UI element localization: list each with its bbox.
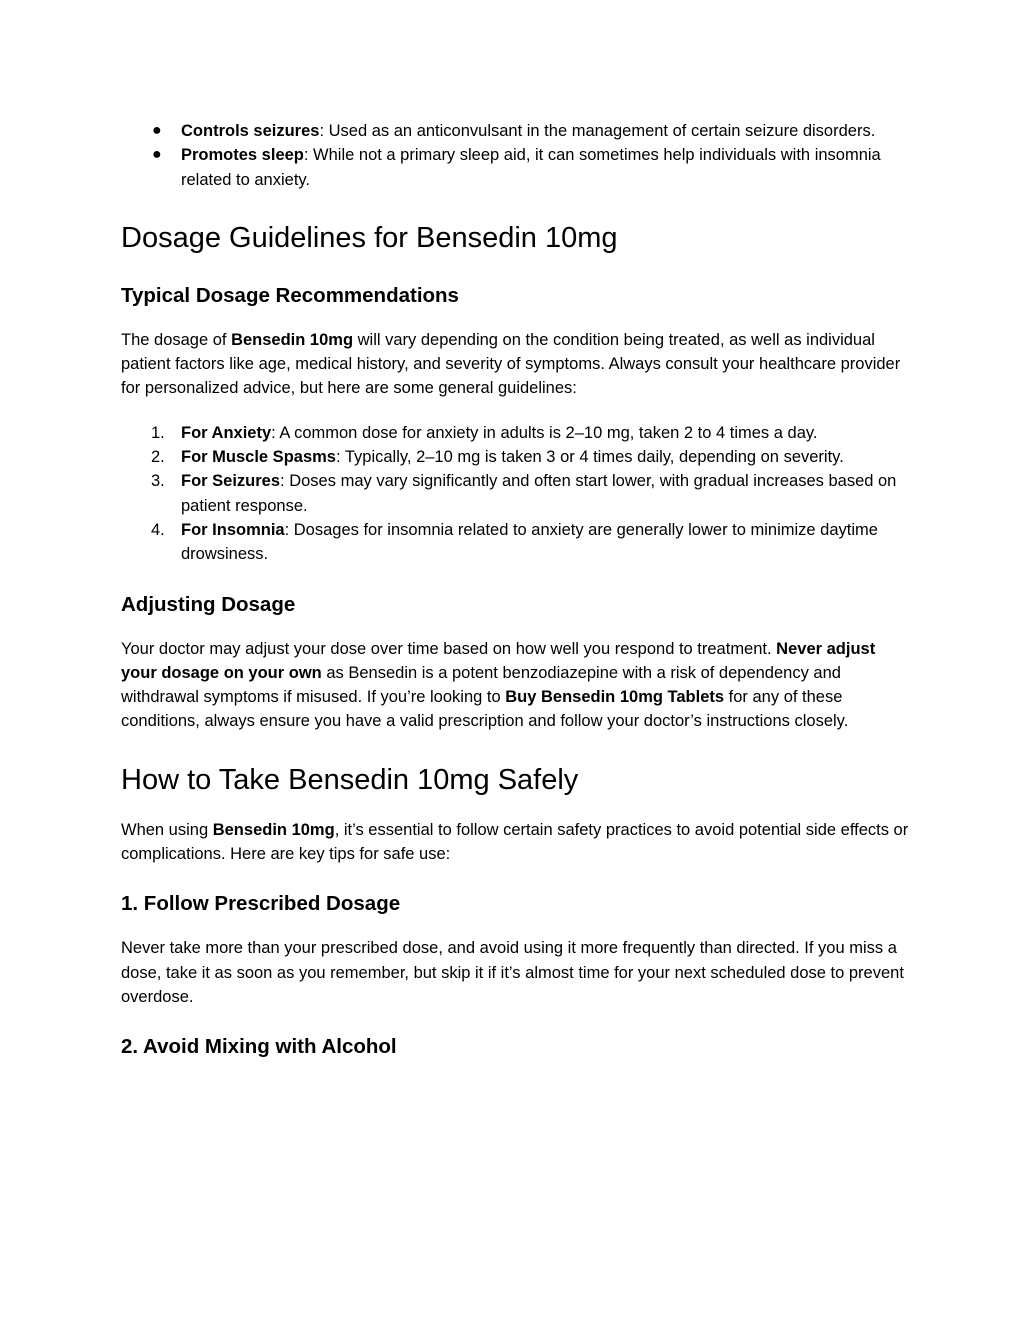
paragraph-typical-dosage: The dosage of Bensedin 10mg will vary depending on the condition being treated, as well as individual patient factors like age, medical history, and severity of symptoms. Always consult your healthcare provider for personalized advice, but here are some general guidelines:	[121, 330, 901, 398]
list-item	[152, 143, 911, 192]
list-item	[151, 469, 911, 518]
list-item-text: : Doses may vary significantly and often start lower, with gradual increases based on patient response.	[181, 472, 897, 515]
subheading-avoid-alcohol: 2. Avoid Mixing with Alcohol	[121, 1035, 397, 1059]
list-item-term: Controls seizures	[181, 122, 320, 140]
list-item-text: : A common dose for anxiety in adults is 2–10 mg, taken 2 to 4 times a day.	[271, 423, 818, 442]
bullet-icon: ●	[152, 146, 162, 164]
subheading-follow-dosage: 1. Follow Prescribed Dosage	[121, 892, 401, 916]
list-item-text: : Typically, 2–10 mg is taken 3 or 4 times daily, depending on severity.	[335, 448, 844, 467]
list-item	[151, 421, 911, 445]
list-item-text: : Dosages for insomnia related to anxiety are generally lower to minimize daytime drowsiness.	[181, 520, 878, 564]
bullet-list	[121, 119, 911, 192]
list-item-term: For Anxiety	[181, 423, 272, 442]
subheading-adjusting-dosage: Adjusting Dosage	[121, 592, 296, 616]
list-item-text: : While not a primary sleep aid, it can sometimes help individuals with insomnia related to anxiety.	[181, 146, 881, 189]
heading-take-safely: How to Take Bensedin 10mg Safely	[121, 763, 579, 796]
list-item	[152, 119, 911, 143]
list-item	[151, 518, 911, 567]
list-number: 1.	[151, 423, 165, 442]
list-item-text: : Used as an anticonvulsant in the management of certain seizure disorders.	[319, 122, 876, 140]
list-item-term: For Insomnia	[181, 520, 285, 539]
paragraph-adjusting-dosage: Your doctor may adjust your dose over time based on how well you respond to treatment. Never adjust your dosage on your own as Bensedin is a potent benzodiazepine with a risk of dependency and withdrawal symptoms if misused. If you’re looking to Buy Bensedin 10mg Tablets for any of these conditions, always ensure you have a valid prescription and follow your doctor’s instructions closely.	[121, 639, 876, 731]
bullet-icon: ●	[152, 122, 162, 139]
heading-dosage-guidelines: Dosage Guidelines for Bensedin 10mg	[121, 221, 618, 254]
ordered-list-dosages	[121, 421, 911, 567]
list-item-term: Promotes sleep	[181, 146, 304, 165]
subheading-typical-dosage: Typical Dosage Recommendations	[121, 283, 459, 307]
list-number: 2.	[151, 448, 165, 467]
paragraph-safety-intro: When using Bensedin 10mg, it’s essential to follow certain safety practices to avoid potential side effects or complications. Here are key tips for safe use:	[121, 820, 909, 864]
list-number: 4.	[151, 520, 165, 539]
list-item-term: For Muscle Spasms	[181, 448, 336, 467]
list-item	[151, 445, 911, 469]
paragraph-follow-dosage: Never take more than your prescribed dose, and avoid using it more frequently than directed. If you miss a dose, take it as soon as you remember, but skip it if it’s almost time for your next scheduled dose to prevent overdose.	[121, 939, 904, 1006]
list-item-term: For Seizures	[181, 472, 281, 491]
list-number: 3.	[151, 472, 165, 491]
document-page	[121, 119, 911, 1061]
